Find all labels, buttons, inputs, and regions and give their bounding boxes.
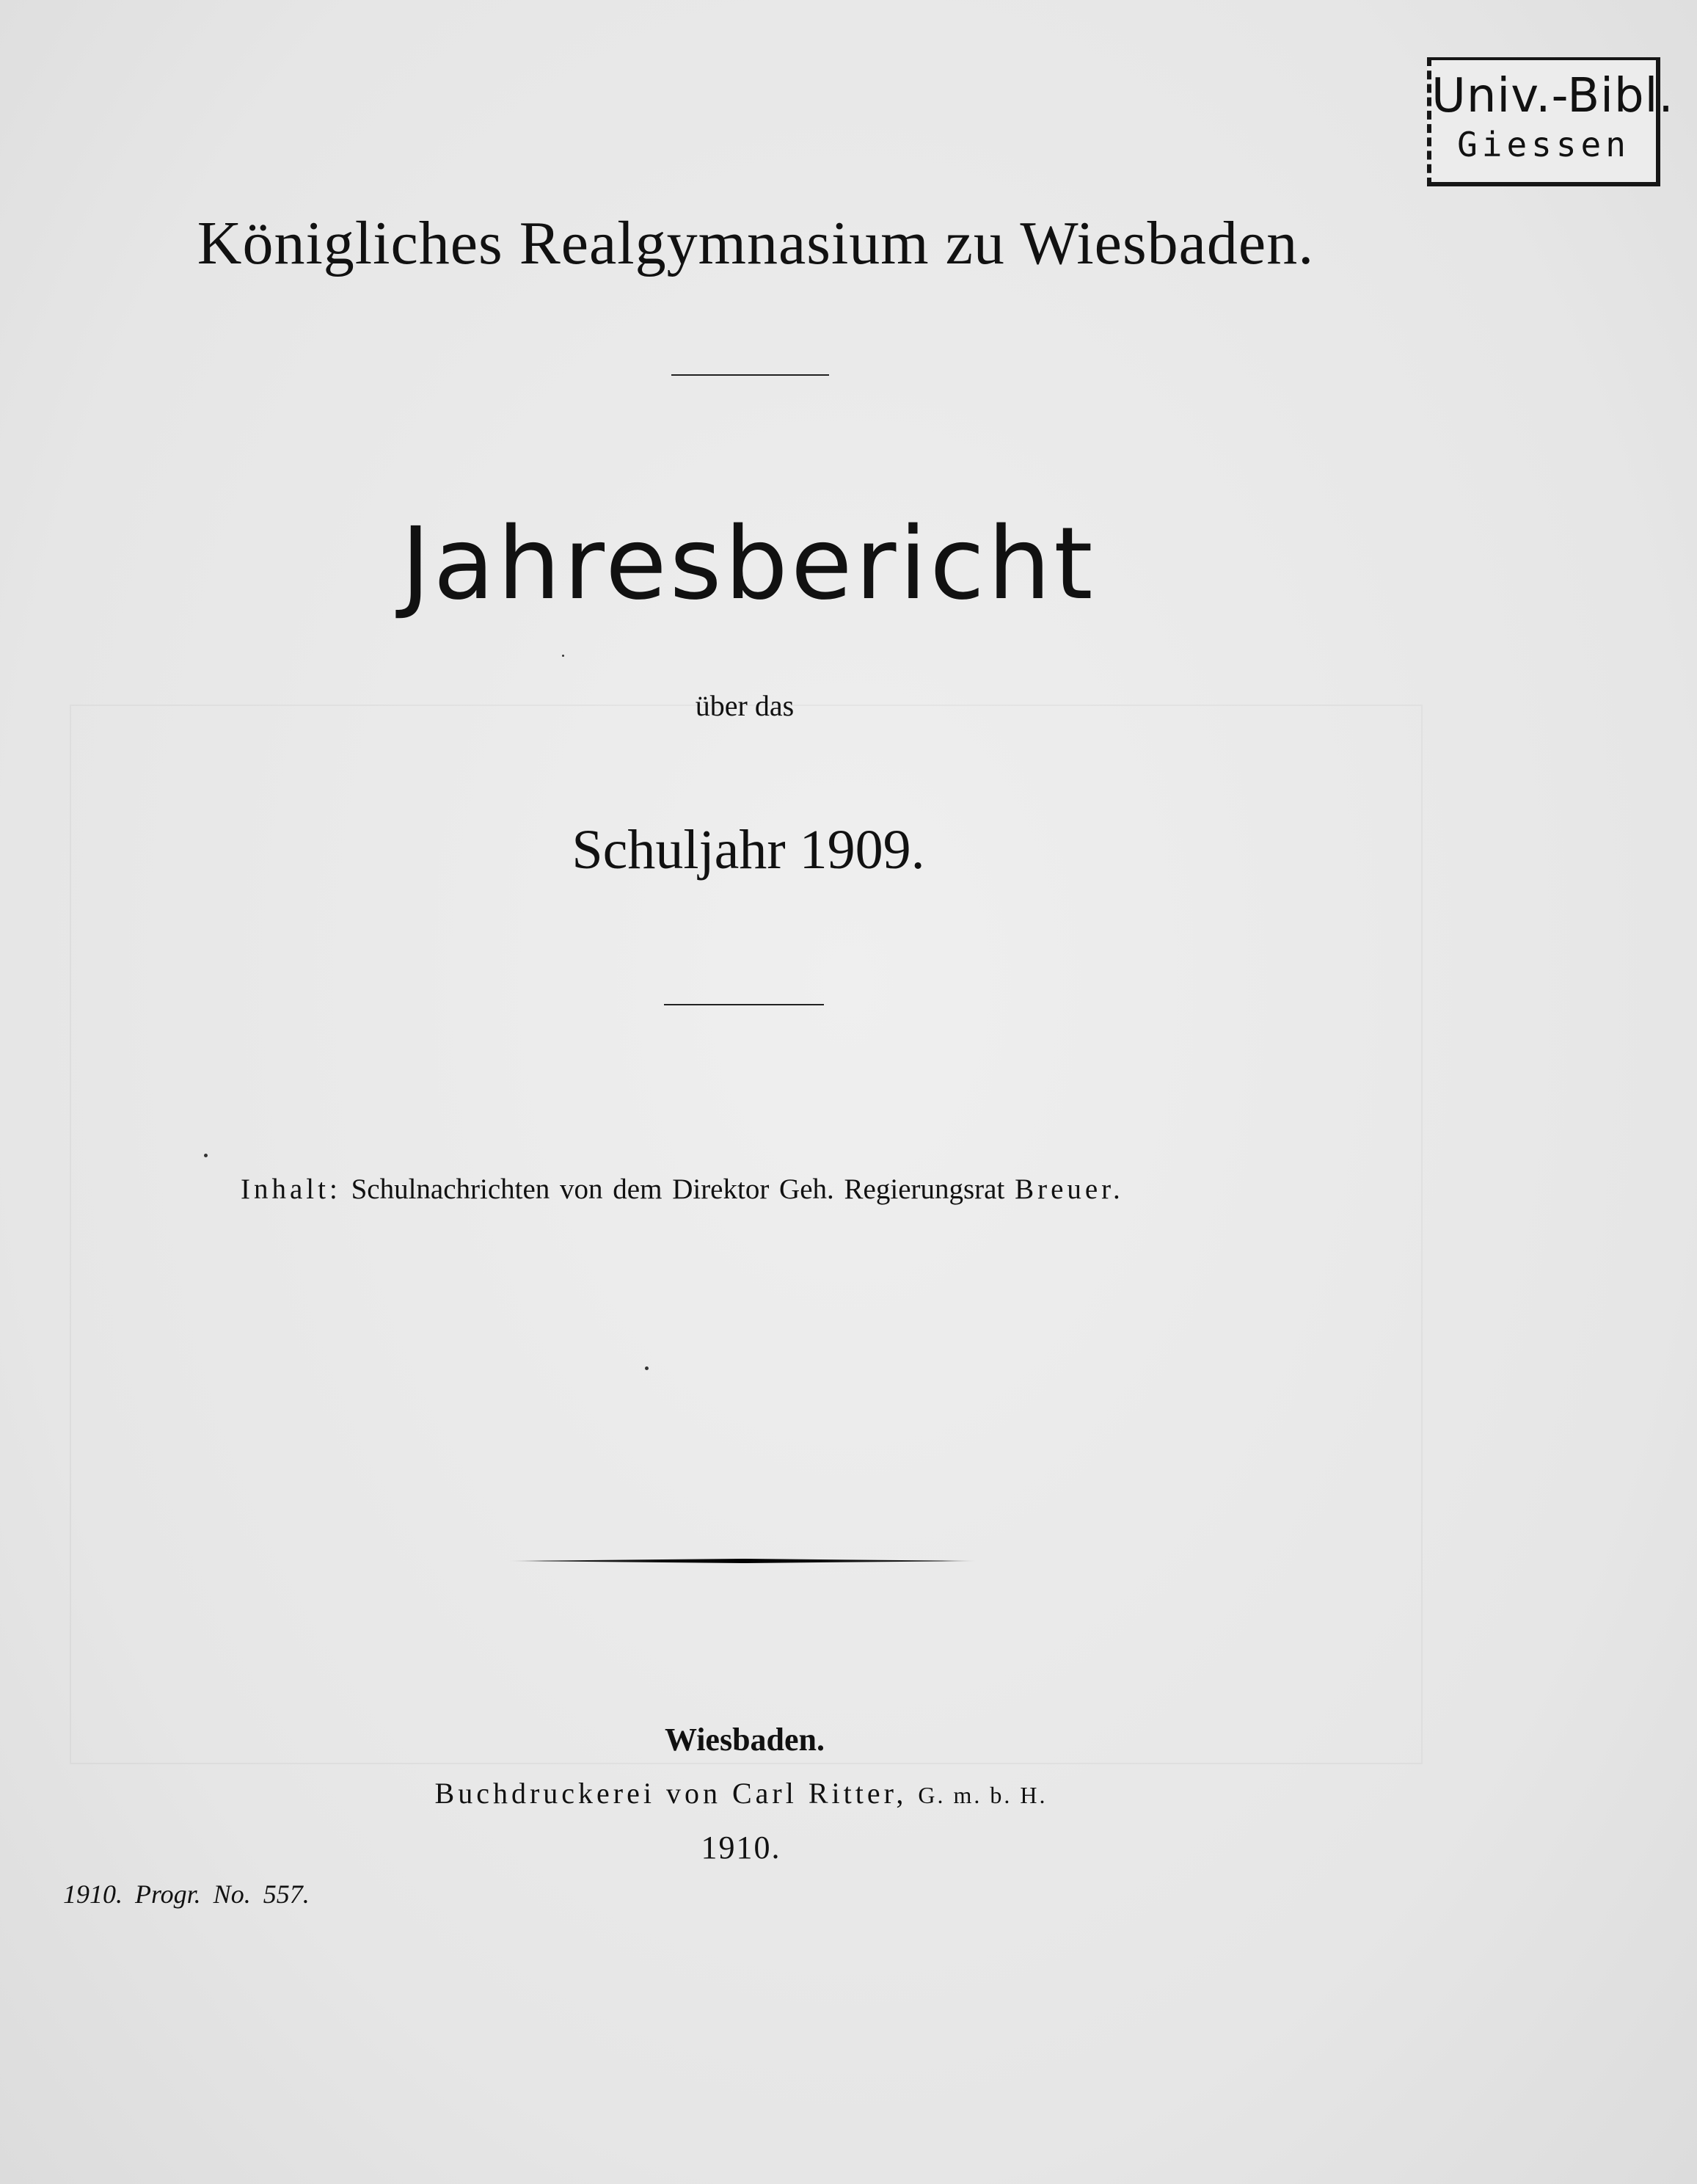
contents-label: Inhalt:	[241, 1173, 341, 1205]
imprint-printer	[0, 1776, 1482, 1810]
divider-top	[671, 374, 829, 376]
school-name: Königliches Realgymnasium zu Wiesbaden.	[197, 209, 1315, 277]
school-year: Schuljahr 1909.	[572, 819, 925, 881]
ink-speck	[645, 1366, 649, 1370]
title-connector: über das	[695, 689, 795, 722]
stamp-line-2: Giessen	[1457, 125, 1630, 164]
document-title: Jahresbericht	[401, 506, 1096, 622]
printer-name: Buchdruckerei von Carl Ritter,	[434, 1777, 908, 1810]
ink-speck	[204, 1154, 208, 1157]
imprint-year: 1910.	[701, 1830, 781, 1866]
program-number: 1910. Progr. No. 557.	[63, 1879, 310, 1909]
contents-line	[241, 1173, 1124, 1206]
director-name: Breuer.	[1015, 1173, 1124, 1205]
company-form: G. m. b. H.	[918, 1782, 1048, 1808]
imprint-place: Wiesbaden.	[664, 1722, 825, 1758]
stamp-line-1: Univ.-Bibl.	[1431, 69, 1674, 123]
contents-text: Schulnachrichten von dem Direktor Geh. Regierungsrat	[351, 1173, 1005, 1205]
ink-speck	[562, 655, 564, 657]
library-stamp	[1427, 57, 1674, 186]
divider-middle	[664, 1004, 824, 1005]
